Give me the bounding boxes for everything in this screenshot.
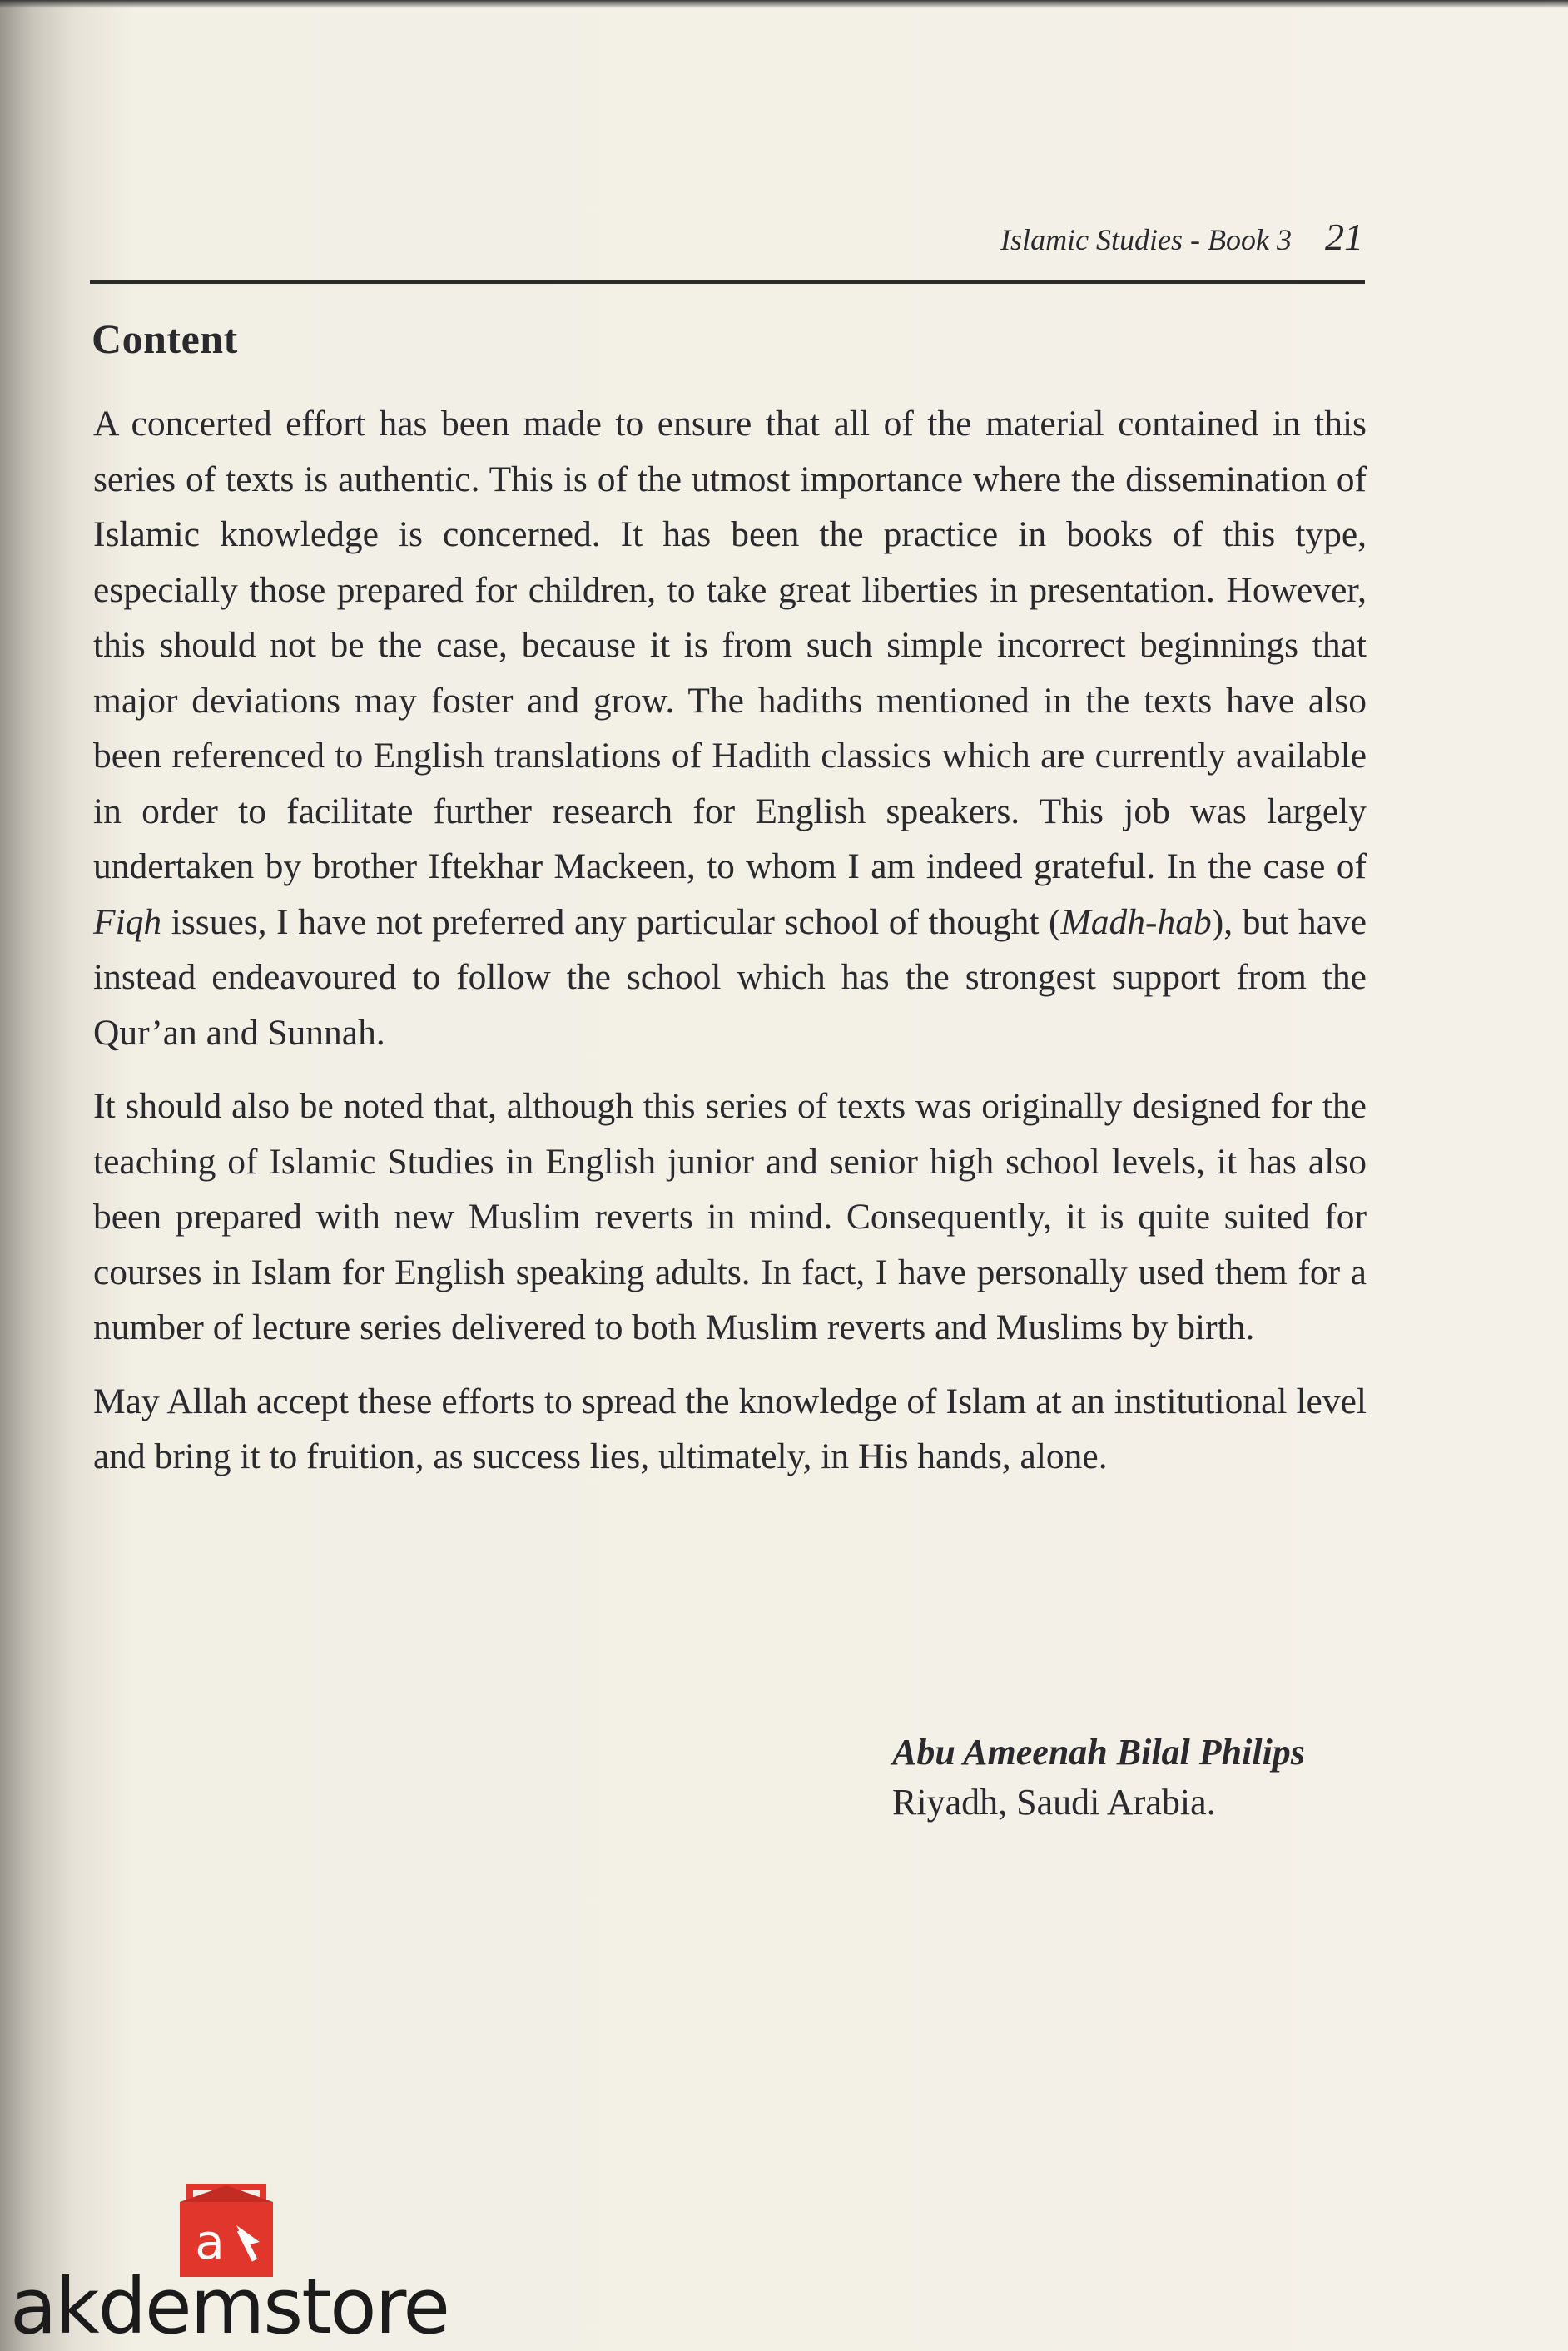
store-watermark [10, 2180, 449, 2351]
page-top-shadow [0, 0, 1568, 8]
paragraph-3: May Allah accept these efforts to spread the knowledge of Islam at an institutional level and bring it to fruition, as success lies, ultimately, in His hands, alone. [93, 1381, 1367, 1476]
paragraph-1 [93, 396, 1367, 1060]
signature-block [892, 1728, 1392, 1828]
paragraph-1-text-b: issues, I have not preferred any particular school of thought ( [161, 901, 1061, 942]
store-logo-text: akdemstore [10, 2262, 449, 2351]
author-name: Abu Ameenah Bilal Philips [892, 1732, 1305, 1773]
page-number: 21 [1325, 216, 1363, 258]
madh-hab-term: Madh-hab [1060, 901, 1212, 942]
paragraph-2: It should also be noted that, although this series of texts was originally designed for the teaching of Islamic Studies in English junior and senior high school levels, it has also been prepared with new Muslim reverts in mind. Consequently, it is quite suited for courses in Islam for English speaking adults. In fact, I have personally used them for a number of lecture series delivered to both Muslim reverts and Muslims by birth. [93, 1086, 1367, 1347]
running-head [1000, 215, 1363, 259]
fiqh-term: Fiqh [93, 901, 162, 942]
svg-text:a: a [195, 2214, 225, 2270]
paragraph-1-text-a: A concerted effort has been made to ensure that all of the material contained in this series of texts is authentic. This is of the utmost importance where the dissemination of Islamic knowledge is concerned. It has been the practice in books of this type, especially those prepared for children, to take great liberties in presentation. However, this should not be the case, because it is from such simple incorrect beginnings that major deviations may foster and grow. The hadiths mentioned in the texts have also been referenced to English translations of Hadith classics which are currently available in order to facilitate further research for English speakers. This job was largely undertaken by brother Iftekhar Mackeen, to whom I am indeed grateful. In the case of [93, 404, 1367, 886]
section-heading: Content [92, 315, 238, 362]
header-rule [90, 280, 1365, 284]
paragraph-1-text-c: ), but have instead endeavoured to follow the school which has the strongest support from the Qur’an and Sunnah. [93, 901, 1367, 1053]
running-head-title: Islamic Studies - Book 3 [1000, 223, 1292, 256]
author-location: Riyadh, Saudi Arabia. [892, 1782, 1216, 1823]
body-text [93, 396, 1367, 1503]
